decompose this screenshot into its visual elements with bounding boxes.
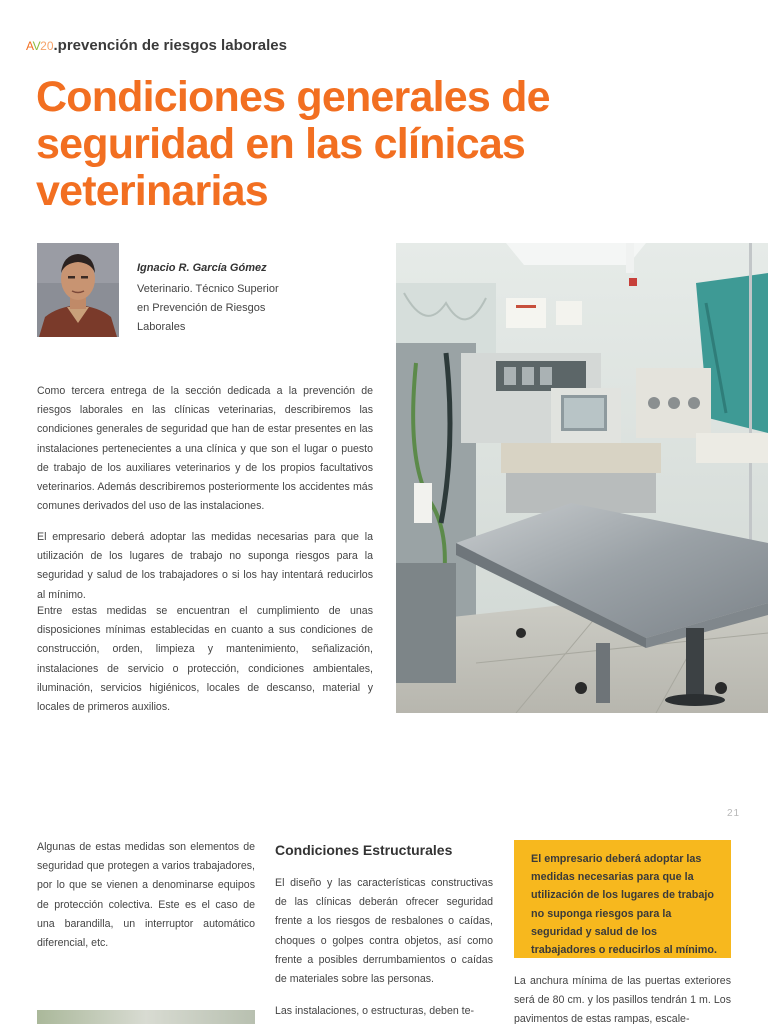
author-photo xyxy=(37,243,119,337)
author-role-line-1: Veterinario. Técnico Superior xyxy=(137,283,279,295)
pull-quote-box xyxy=(514,840,731,958)
clinic-room-image xyxy=(396,243,768,713)
column-1-paragraph: Algunas de estas medidas son elementos de seguridad que protegen a varios trabajadores, por lo que se vienen a denominarse equipos de protección colectiva. Este es el caso de una barandilla, un interruptor automático diferencial, etc. xyxy=(37,841,255,950)
intro-paragraph-1: Como tercera entrega de la sección dedicada a la prevención de riesgos laborales en las clínicas veterinarias, describiremos las condiciones generales de seguridad que han de estar presentes en las instalaciones pertenecientes a una clínica y que son el lugar o puesto de trabajo de los auxiliares veterinarios y de los propios facultativos veterinarios. Además describiremos posteriormente los accidentes más comunes derivados del uso de las instalaciones. xyxy=(37,385,373,513)
column-2-paragraph-1: El diseño y las características constructivas de las clínicas deberán ofrecer seguridad frente a los riesgos de resbalones o caídas, choques o golpes contra objetos, así como frente a posibles derrumbamientos o caídas de materiales sobre las personas. xyxy=(275,877,493,986)
article-title xyxy=(36,74,736,215)
title-line-2: seguridad en las clínicas xyxy=(36,120,526,168)
section-header xyxy=(26,37,287,54)
intro-paragraph-2: El empresario deberá adoptar las medidas necesarias para que la utilización de los lugares de trabajo no suponga riesgos para la seguridad y salud de los trabajadores o si los hay intentará reducirlos al mínimo. xyxy=(37,531,373,601)
clinic-photo xyxy=(396,243,768,713)
logo-letter-a: A xyxy=(26,39,33,53)
subheading-structural: Condiciones Estructurales xyxy=(275,842,453,858)
column-3-paragraph: La anchura mínima de las puertas exteriores será de 80 cm. y los pasillos tendrán 1 m. Los pavimentos de estas rampas, escale- xyxy=(514,975,731,1024)
pull-quote-text: El empresario deberá adoptar las medidas necesarias para que la utilización de los lugares de trabajo no suponga riesgos para la seguridad y salud de los trabajadores o reducirlos al mínimo. xyxy=(531,853,717,957)
bottom-photo xyxy=(37,1010,255,1024)
logo-letter-v: V xyxy=(32,39,41,53)
author-portrait-image xyxy=(37,243,119,337)
section-name: .prevención de riesgos laborales xyxy=(53,37,287,54)
intro-paragraph-3: Entre estas medidas se encuentran el cumplimiento de unas disposiciones mínimas establecidas en cuanto a sus condiciones de construcción, orden, limpieza y mantenimiento, señalización, instalaciones de servicio o protección, condiciones ambientales, iluminación, servicios higiénicos, locales de descanso, material y locales de primeros auxilios. xyxy=(37,605,373,714)
logo-number: 20 xyxy=(40,39,54,53)
column-2-paragraph-2: Las instalaciones, o estructuras, deben te- xyxy=(275,1005,475,1017)
author-name: Ignacio R. García Gómez xyxy=(137,262,267,274)
author-role xyxy=(137,280,297,337)
page-number: 21 xyxy=(727,808,741,819)
title-line-3: veterinarias xyxy=(36,167,268,215)
title-line-1: Condiciones generales de xyxy=(36,73,550,121)
author-role-line-3: Laborales xyxy=(137,321,186,333)
author-role-line-2: en Prevención de Riesgos xyxy=(137,302,266,314)
